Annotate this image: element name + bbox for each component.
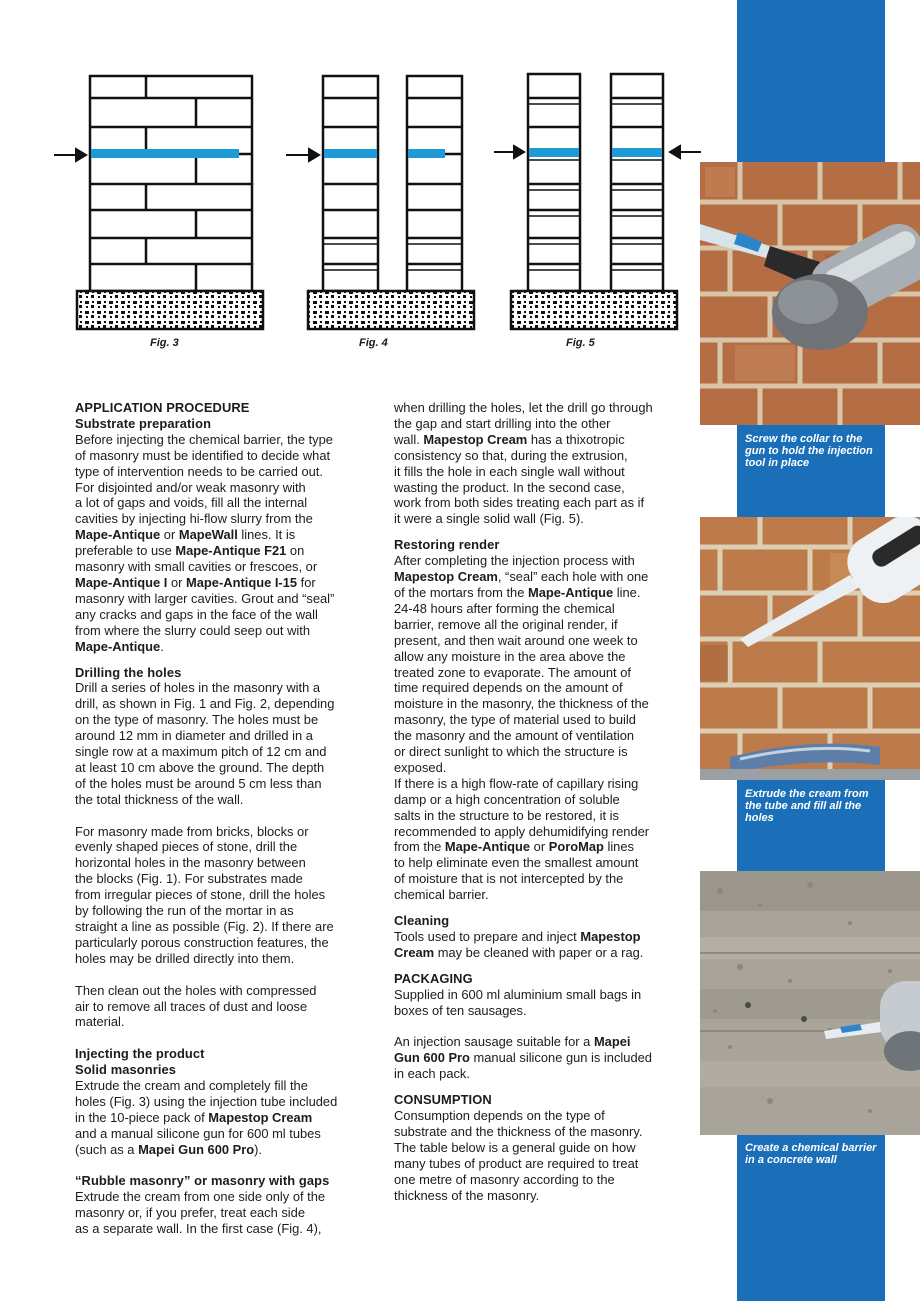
product-name: Mape-Antique I xyxy=(75,574,168,590)
text-line: Before injecting the chemical barrier, the type xyxy=(75,431,333,447)
text-line: at least 10 cm above the ground. The depth xyxy=(75,759,325,775)
text-line: chemical barrier. xyxy=(394,887,489,903)
product-name: Mape-Antique xyxy=(75,527,161,543)
text-line: treated zone to evaporate. The amount of xyxy=(394,664,631,680)
text-line: holes may be drilled directly into them. xyxy=(75,950,295,966)
text-line: or direct sunlight to which the structure is xyxy=(394,744,628,760)
text-run: lines. It is xyxy=(237,527,296,543)
subheading-cleaning: Cleaning xyxy=(394,913,450,929)
text-line: exposed. xyxy=(394,759,447,775)
subheading-solid-masonries: Solid masonries xyxy=(75,1062,177,1078)
text-line: 24-48 hours after forming the chemical xyxy=(394,600,615,616)
text-line xyxy=(75,1110,375,1126)
section-heading-application-procedure: APPLICATION PROCEDURE xyxy=(75,400,250,415)
text-run: manual silicone gun is included xyxy=(469,1050,652,1066)
product-name: Cream xyxy=(394,944,435,960)
text-line: wasting the product. In the second case, xyxy=(394,479,625,495)
product-name: Mape-Antique xyxy=(527,584,614,600)
product-name: PoroMap xyxy=(548,839,604,855)
figure-4-barrier xyxy=(324,149,377,158)
text-run: lines xyxy=(603,839,634,855)
text-line: damp or a high concentration of soluble xyxy=(394,791,620,807)
photo-caption-1: Screw the collar to the gun to hold the injection tool in place xyxy=(745,433,873,469)
text-line: thickness of the masonry. xyxy=(394,1187,540,1203)
text-line: Extrude the cream from one side only of the xyxy=(75,1189,326,1205)
text-line: time required depends on the amount of xyxy=(394,680,623,696)
text-run: , “seal” each hole with one xyxy=(497,569,649,585)
text-line: masonry with small cavities or frescoes, or xyxy=(75,559,318,575)
text-line: recommended to apply dehumidifying render xyxy=(394,823,650,839)
text-line: If there is a high flow-rate of capillary rising xyxy=(394,775,639,791)
text-run: . xyxy=(160,638,164,654)
subheading-rubble-masonry: “Rubble masonry” or masonry with gaps xyxy=(75,1173,330,1189)
figure-5-arrow-right xyxy=(670,146,701,158)
subheading-drilling-holes: Drilling the holes xyxy=(75,664,182,680)
text-line: the total thickness of the wall. xyxy=(75,791,244,807)
text-run: line. xyxy=(613,584,641,600)
figure-5-barrier-right xyxy=(612,148,662,157)
text-line xyxy=(75,543,375,559)
text-line: The table below is a general guide on how xyxy=(394,1139,636,1155)
text-line: one metre of masonry according to the xyxy=(394,1171,615,1187)
photo-caption-3: Create a chemical barrier in a concrete wall xyxy=(745,1142,877,1166)
text-line: of masonry must be identified to decide what xyxy=(75,447,331,463)
figure-3-caption: Fig. 3 xyxy=(150,337,179,349)
text-line: around 12 mm in diameter and drilled in a xyxy=(75,728,313,744)
text-line: on the type of masonry. The holes must be xyxy=(75,712,319,728)
subheading-injecting-product: Injecting the product xyxy=(75,1046,205,1062)
product-name: Mapestop Cream xyxy=(394,569,498,585)
figure-5-wall xyxy=(511,74,677,329)
figure-3-wall xyxy=(77,76,263,329)
text-line: Supplied in 600 ml aluminium small bags in xyxy=(394,986,642,1002)
text-line: many tubes of product are required to treat xyxy=(394,1155,639,1171)
text-line: drill, as shown in Fig. 1 and Fig. 2, depending xyxy=(75,696,335,712)
text-line xyxy=(394,1034,694,1050)
figure-5-caption: Fig. 5 xyxy=(566,337,595,349)
product-name: Mape-Antique I-15 xyxy=(186,574,298,590)
figure-3-barrier xyxy=(91,149,239,158)
text-line: material. xyxy=(75,1014,125,1030)
text-run: wall. xyxy=(394,431,424,447)
text-line: horizontal holes in the masonry between xyxy=(75,855,306,871)
photo-caption-2: Extrude the cream from the tube and fill all the holes xyxy=(745,788,869,824)
text-run: or xyxy=(167,574,187,590)
subheading-substrate-preparation: Substrate preparation xyxy=(75,415,212,431)
text-line: moisture in the masonry, the thickness of the xyxy=(394,696,649,712)
text-run: in the 10-piece pack of xyxy=(75,1109,209,1125)
section-heading-packaging: PACKAGING xyxy=(394,970,473,986)
text-line: type of intervention needs to be carried out. xyxy=(75,463,323,479)
figure-4-barrier-partial xyxy=(408,149,445,158)
text-line: it fills the hole in each single wall without xyxy=(394,463,625,479)
text-line: After completing the injection process with xyxy=(394,553,635,569)
subheading-restoring-render: Restoring render xyxy=(394,537,500,553)
text-run: from the xyxy=(394,839,445,855)
text-line: present, and then wait around one week to xyxy=(394,632,638,648)
figure-4-caption: Fig. 4 xyxy=(359,337,388,349)
text-line: masonry, the type of material used to build xyxy=(394,712,636,728)
text-run: for xyxy=(297,574,316,590)
text-line xyxy=(75,527,375,543)
figure-4-arrow xyxy=(286,149,319,161)
text-line: air to remove all traces of dust and loose xyxy=(75,998,308,1014)
text-line xyxy=(394,569,694,585)
text-run: of the mortars from the xyxy=(394,584,528,600)
figure-5-arrow-left xyxy=(494,146,524,158)
text-line xyxy=(394,839,694,855)
text-line: when drilling the holes, let the drill go through xyxy=(394,400,653,415)
text-line: masonry with larger cavities. Grout and “seal” xyxy=(75,590,335,606)
product-name: Mape-Antique F21 xyxy=(175,543,287,559)
text-line: of the holes must be around 5 cm less than xyxy=(75,775,322,791)
product-name: Mapei xyxy=(593,1034,631,1050)
right-text-column xyxy=(394,400,694,1203)
photo-concrete-wall xyxy=(700,871,920,1135)
text-line: holes (Fig. 3) using the injection tube included xyxy=(75,1093,338,1109)
text-line: by following the run of the mortar in as xyxy=(75,903,294,919)
text-line: as a separate wall. In the first case (Fig. 4), xyxy=(75,1221,322,1237)
text-line: from where the slurry could seep out with xyxy=(75,622,311,638)
text-line: cavities by injecting hi-flow slurry from the xyxy=(75,511,313,527)
text-run: An injection sausage suitable for a xyxy=(394,1034,594,1050)
text-run: (such as a xyxy=(75,1141,139,1157)
text-line: substrate and the thickness of the masonry. xyxy=(394,1123,643,1139)
text-run: has a thixotropic xyxy=(527,431,625,447)
text-line xyxy=(394,585,694,601)
text-line xyxy=(75,1142,375,1158)
text-line: the blocks (Fig. 1). For substrates made xyxy=(75,871,303,887)
text-run: or xyxy=(530,839,549,855)
photo-gun-collar xyxy=(700,162,920,425)
product-name: Mapestop Cream xyxy=(208,1109,313,1125)
text-line: consistency so that, during the extrusion, xyxy=(394,447,628,463)
product-name: MapeWall xyxy=(178,527,238,543)
text-line: Extrude the cream and completely fill the xyxy=(75,1078,308,1094)
photo-extrude-cream xyxy=(700,517,920,780)
text-line xyxy=(394,929,694,945)
text-run: or xyxy=(160,527,179,543)
figure-4-wall xyxy=(308,76,474,329)
product-name: Mape-Antique xyxy=(75,638,161,654)
text-line: boxes of ten sausages. xyxy=(394,1002,527,1018)
text-line: to help eliminate even the smallest amount xyxy=(394,855,639,871)
text-line xyxy=(75,639,375,655)
text-line: straight a line as possible (Fig. 2). If there are xyxy=(75,918,334,934)
text-line: allow any moisture in the area above the xyxy=(394,648,626,664)
product-name: Gun 600 Pro xyxy=(394,1050,470,1066)
text-line: Drill a series of holes in the masonry with a xyxy=(75,680,321,696)
text-line: the gap and start drilling into the other xyxy=(394,415,611,431)
text-line: Consumption depends on the type of xyxy=(394,1108,605,1124)
product-name: Mape-Antique xyxy=(444,839,531,855)
text-line: work from both sides treating each part as if xyxy=(394,495,645,511)
text-run: may be cleaned with paper or a rag. xyxy=(434,944,644,960)
text-line: barrier, remove all the original render, if xyxy=(394,616,618,632)
text-line: For disjointed and/or weak masonry with xyxy=(75,479,306,495)
text-run: preferable to use xyxy=(75,543,176,559)
section-heading-consumption: CONSUMPTION xyxy=(394,1092,492,1108)
text-line: masonry or, if you prefer, treat each side xyxy=(75,1205,305,1221)
text-line: from irregular pieces of stone, drill the holes xyxy=(75,887,326,903)
text-line: the masonry and the amount of ventilation xyxy=(394,728,635,744)
text-run: on xyxy=(286,543,305,559)
text-line: salts in the structure to be restored, it is xyxy=(394,807,619,823)
text-run: ). xyxy=(254,1141,262,1157)
text-line: a lot of gaps and voids, fill all the internal xyxy=(75,495,308,511)
text-line: and a manual silicone gun for 600 ml tubes xyxy=(75,1125,321,1141)
masonry-figures xyxy=(0,0,730,340)
text-line: particularly porous construction features, the xyxy=(75,934,329,950)
text-line: evenly shaped pieces of stone, drill the xyxy=(75,839,298,855)
text-line: Then clean out the holes with compressed xyxy=(75,982,317,998)
product-name: Mapestop Cream xyxy=(423,431,528,447)
text-line xyxy=(394,945,694,961)
text-line: single row at a maximum pitch of 12 cm and xyxy=(75,744,327,760)
figure-3-arrow xyxy=(54,149,86,161)
left-text-column xyxy=(75,400,375,1237)
figure-5-barrier-left xyxy=(529,148,579,157)
text-line xyxy=(75,575,375,591)
text-line: it were a single solid wall (Fig. 5). xyxy=(394,511,584,527)
text-line: in each pack. xyxy=(394,1066,470,1082)
text-run: Tools used to prepare and inject xyxy=(394,929,581,944)
text-line xyxy=(394,1050,694,1066)
text-line: For masonry made from bricks, blocks or xyxy=(75,823,309,839)
text-line: of moisture that is not intercepted by the xyxy=(394,871,624,887)
product-name: Mapei Gun 600 Pro xyxy=(138,1141,255,1157)
text-line xyxy=(394,432,694,448)
product-name: Mapestop xyxy=(580,929,641,944)
text-line: any cracks and gaps in the face of the wall xyxy=(75,606,318,622)
